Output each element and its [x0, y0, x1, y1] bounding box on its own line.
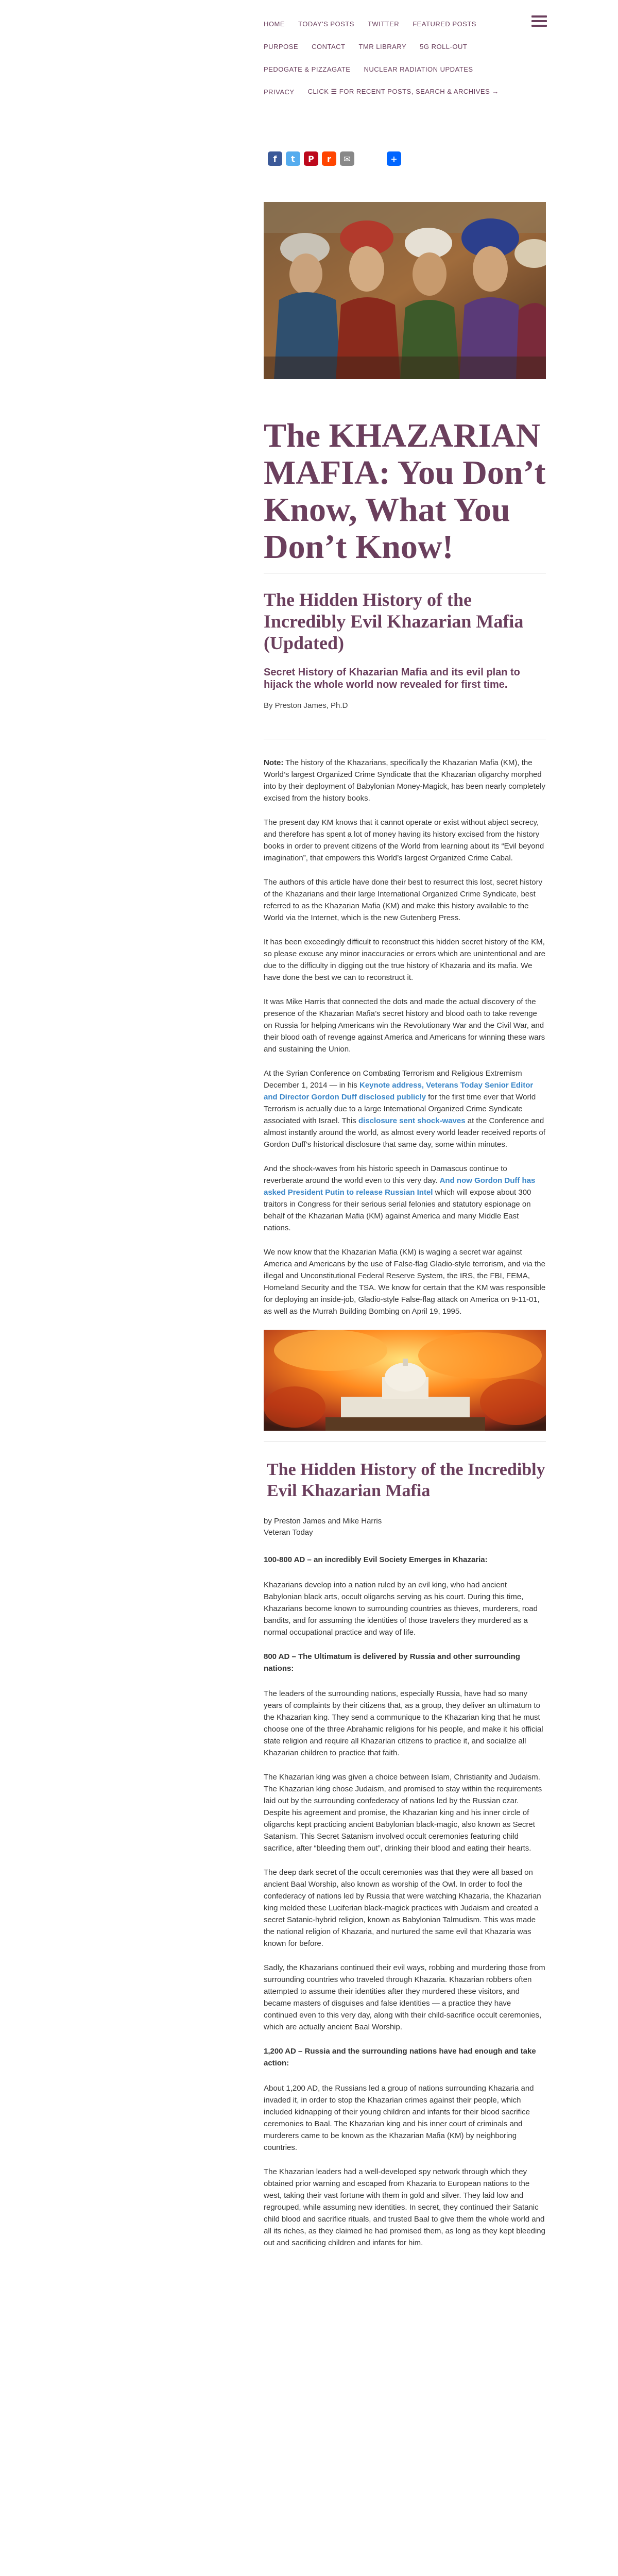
section-authors: by Preston James and Mike Harris: [264, 1517, 382, 1526]
paragraph: Khazarians develop into a nation ruled by an evil king, who had ancient Babylonian black arts, occult oligarchs serving as his court. During this time, Khazarians become known to surrounding countries as thieves, murderers, road bandits, and for assuming the identities of those travelers they murdered as a normal occupational practice and way of life.: [264, 1581, 538, 1637]
paragraph: The deep dark secret of the occult ceremonies was that they were all based on ancient Baal Worship, also known as worship of the Owl. In order to fool the confederacy of nations led by Russia that were watching Khazaria, the Khazarian king melded these Luciferian black-magick practices with Judaism and created a secret Satanic-hybrid religion, known as Babylonian Talmudism. This was made the national religion of Khazaria, and nurtured the same evil that Khazaria was known for before.: [264, 1868, 541, 1948]
addtoany-icon[interactable]: +: [387, 151, 401, 166]
hamburger-bar: [531, 15, 547, 18]
hamburger-bar: [531, 20, 547, 22]
paragraph: The present day KM knows that it cannot operate or exist without abject secrecy, and therefore has spent a lot of money having its history excised from the history books in order to prevent citizens of the World from learning about its “Evil beyond imagination”, that empowers this World’s largest Organized Crime Cabal.: [264, 818, 544, 862]
article-content: [264, 412, 546, 2261]
hero-painting-image: [264, 202, 546, 379]
nav-home[interactable]: HOME: [264, 20, 285, 28]
note-label: Note:: [264, 758, 284, 767]
section-title: The Hidden History of the Incredibly Evil Khazarian Mafia: [267, 1460, 545, 1500]
article-tagline: Secret History of Khazarian Mafia and its evil plan to hijack the whole world now revealed for first time.: [264, 667, 520, 690]
nav-contact[interactable]: CONTACT: [312, 42, 346, 50]
p7-text-a: And the shock-waves from his historic speech in Damascus continue to reverberate around the world even to this very day.: [264, 1164, 507, 1185]
nav-privacy[interactable]: PRIVACY: [264, 88, 295, 96]
nav-nuclear-radiation-updates[interactable]: NUCLEAR RADIATION UPDATES: [364, 65, 473, 73]
subhead-1200: 1,200 AD – Russia and the surrounding nations have had enough and take action:: [264, 2047, 536, 2067]
nav-purpose[interactable]: PURPOSE: [264, 42, 299, 50]
putin-intel-link[interactable]: And now Gordon Duff has asked President Putin to release Russian Intel: [264, 1176, 536, 1197]
p6-text-c: at the Conference and almost instantly around the world, as almost every world leader received reports of Gordon Duff’s historical disclosure that same day, some within minutes.: [264, 1116, 545, 1149]
keynote-address-link[interactable]: Keynote address, Veterans Today Senior Editor and Director Gordon Duff disclosed publicly: [264, 1081, 534, 1101]
section-byline: [264, 1516, 546, 1538]
nav-row-2: [264, 35, 556, 58]
paragraph: [264, 1067, 546, 1150]
paragraph: The Khazarian king was given a choice between Islam, Christianity and Judaism. The Khazarian king chose Judaism, and promised to stay within the requirements laid out by the surrounding confederacy of nations led by the Russian czar. Despite his agreement and promise, the Khazarian king and his inner circle of oligarchs kept practicing ancient Babylonian black-magic, also known as Secret Satanism. This Secret Satanism involved occult ceremonies featuring child sacrifice, after “bleeding them out”, drinking their blood and eating their hearts.: [264, 1773, 542, 1853]
article-subtitle: The Hidden History of the Incredibly Evil Khazarian Mafia (Updated): [264, 589, 524, 653]
nav-row-1: [264, 12, 556, 35]
image-divider: [264, 1441, 546, 1442]
subhead-800: 800 AD – The Ultimatum is delivered by Russia and other surrounding nations:: [264, 1652, 520, 1673]
email-icon[interactable]: ✉: [340, 151, 354, 166]
paragraph: It has been exceedingly difficult to reconstruct this hidden secret history of the KM, so please excuse any minor inaccuracies or errors which are unintentional and are due to the difficulty in digging out the true history of Khazaria and its mafia. We have done the best we can to reconstruct it.: [264, 938, 545, 982]
hamburger-menu-icon[interactable]: [531, 15, 547, 27]
share-bar: [268, 151, 405, 166]
twitter-icon[interactable]: t: [286, 151, 300, 166]
paragraph: The leaders of the surrounding nations, especially Russia, have had so many years of complaints by their citizens that, as a group, they deliver an ultimatum to the Khazarian king. They send a communique to the Khazarian king that he must choose one of the three Abrahamic religions for his people, and make it his official state religion and require all Khazarian citizens to practice it, and socialize all Khazarian children to practice that faith.: [264, 1689, 543, 1757]
paragraph: The Khazarian leaders had a well-developed spy network through which they obtained prior warning and escaped from Khazaria to European nations to the west, taking their vast fortune with them in gold and silver. They laid low and regrouped, while assuming new identities. In secret, they continued their Satanic child blood and sacrifice rituals, and trusted Baal to give them the whole world and all its riches, as they claimed he had promised them, as long as they kept bleeding out and sacrificing children and infants for him.: [264, 2167, 545, 2247]
nav-recent-posts-hint[interactable]: CLICK ☰ FOR RECENT POSTS, SEARCH & ARCHIVES →: [307, 88, 499, 95]
p6-text-b: for the first time ever that World Terrorism is actually due to a large International Organized Crime Syndicate associated with Israel. This: [264, 1093, 536, 1125]
main-navigation: [264, 12, 556, 103]
paragraph: The authors of this article have done their best to resurrect this lost, secret history of the Khazarians and their large International Organized Crime Syndicate, best referred to as the Khazarian Mafia (KM) and make this history available to the World via the Internet, which is the new Gutenberg Press.: [264, 878, 543, 922]
capitol-explosion-image: [264, 1330, 546, 1431]
section-source: Veteran Today: [264, 1528, 313, 1537]
shock-waves-link[interactable]: disclosure sent shock-waves: [358, 1116, 466, 1125]
paragraph-note: [264, 757, 546, 804]
facebook-icon[interactable]: f: [268, 151, 282, 166]
article-byline: By Preston James, Ph.D: [264, 701, 348, 710]
p7-text-b: which will expose about 300 traitors in Congress for their serious serial felonies and statutory espionage on behalf of the Khazarian Mafia (KM) against America and many Middle East nations.: [264, 1188, 531, 1232]
nav-row-4: [264, 80, 556, 103]
note-text: The history of the Khazarians, specifically the Khazarian Mafia (KM), the World’s largest Organized Crime Syndicate that the Khazarian oligarchy morphed into by their deployment of Babylonian Money-Magick, has been nearly completely excised from the history books.: [264, 758, 545, 803]
nav-pedogate-pizzagate[interactable]: PEDOGATE & PIZZAGATE: [264, 65, 351, 73]
pinterest-icon[interactable]: P: [304, 151, 318, 166]
hamburger-bar: [531, 25, 547, 27]
nav-twitter[interactable]: TWITTER: [367, 20, 400, 28]
paragraph: [264, 1163, 546, 1234]
paragraph: It was Mike Harris that connected the dots and made the actual discovery of the presence of the Khazarian Mafia’s secret history and blood oath to take revenge on Russia for helping Americans win the Revolutionary War and the Civil War, and their blood oath of revenge against America and Americans for winning these wars and sustaining the Union.: [264, 997, 545, 1054]
paragraph: We now know that the Khazarian Mafia (KM) is waging a secret war against America and Americans by the use of False-flag Gladio-style terrorism, and via the illegal and Unconstitutional Federal Reserve System, the IRS, the FBI, FEMA, Homeland Security and the TSA. We know for certain that the KM was responsible for deploying an inside-job, Gladio-style False-flag attack on America on 9-11-01, as well as the Murrah Building Bombing on April 19, 1995.: [264, 1248, 546, 1316]
article-title: The KHAZARIAN MAFIA: You Don’t Know, What You Don’t Know!: [264, 417, 546, 566]
paragraph: Sadly, the Khazarians continued their evil ways, robbing and murdering those from surrounding countries who traveled through Khazaria. Khazarian robbers often attempted to assume their identities after they murdered these visitors, and became masters of disguises and false identities — a practice they have continued even to this very day, along with their child-sacrifice occult ceremonies, which are actually ancient Baal Worship.: [264, 1963, 545, 2031]
reddit-icon[interactable]: r: [322, 151, 336, 166]
nav-tmr-library[interactable]: TMR LIBRARY: [358, 42, 407, 50]
nav-row-3: [264, 58, 556, 80]
nav-featured-posts[interactable]: FEATURED POSTS: [413, 20, 476, 28]
nav-todays-posts[interactable]: TODAY'S POSTS: [298, 20, 354, 28]
paragraph: About 1,200 AD, the Russians led a group of nations surrounding Khazaria and invaded it, in order to stop the Khazarian crimes against their people, which included kidnapping of their young children and infants for their blood sacrifice ceremonies to Baal. The Khazarian king and his inner court of criminals and murderers came to be known as the Khazarian Mafia (KM) by neighboring countries.: [264, 2084, 534, 2152]
nav-5g-rollout[interactable]: 5G ROLL-OUT: [420, 42, 468, 50]
p6-text-a: At the Syrian Conference on Combating Terrorism and Religious Extremism December 1, 2014 — in his: [264, 1069, 522, 1090]
subhead-100-800: 100-800 AD – an incredibly Evil Society Emerges in Khazaria:: [264, 1555, 488, 1564]
